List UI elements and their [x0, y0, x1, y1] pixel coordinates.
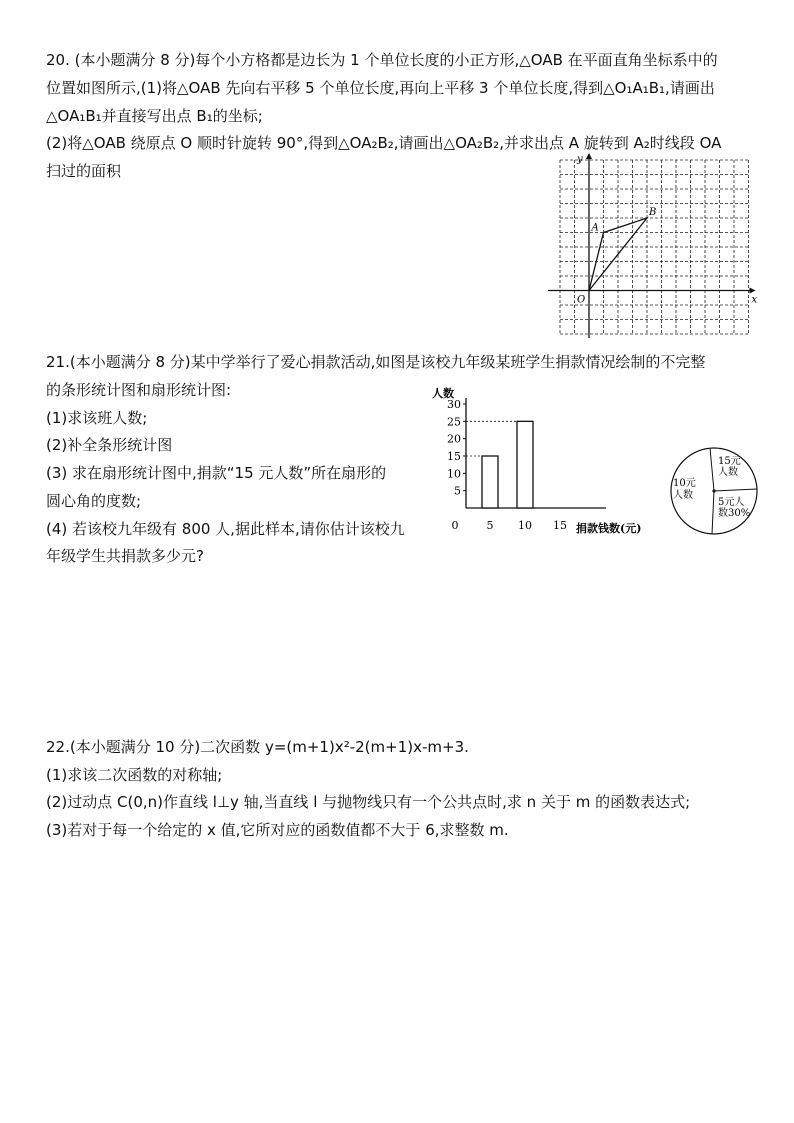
y-axis-label: y: [577, 154, 583, 165]
q20-line-1: 20. (本小题满分 8 分)每个小方格都是边长为 1 个单位长度的小正方形,△OAB 在平面直角坐标系中的: [46, 51, 718, 69]
q20-line-2: 位置如图所示,(1)将△OAB 先向右平移 5 个单位长度,再向上平移 3 个单位长度,得到△O₁A₁B₁,请画出: [46, 79, 715, 97]
q22-line-3: (2)过动点 C(0,n)作直线 l⊥y 轴,当直线 l 与抛物线只有一个公共点时,求 n 关于 m 的函数表达式;: [46, 793, 691, 811]
pie-label-5-line1: 5元人: [718, 497, 745, 508]
y-tick-label: 10: [447, 467, 461, 481]
y-tick-label: 15: [447, 450, 461, 463]
q21-item-2: (2)补全条形统计图: [46, 436, 173, 454]
q22-line-4: (3)若对于每一个给定的 x 值,它所对应的函数值都不大于 6,求整数 m.: [46, 821, 509, 839]
x-tick-label: 10: [518, 519, 532, 532]
x-axis-arrow: [750, 288, 756, 294]
pie-center-dot: [712, 489, 715, 492]
pie-label-10-line1: 10元: [673, 478, 696, 489]
pie-label-10-line2: 人数: [673, 490, 693, 501]
bar-chart-x-label: 捐款钱数(元): [576, 522, 642, 535]
pie-label-15-line1: 15元: [718, 456, 741, 467]
grid-axes: [548, 153, 756, 338]
bar-chart-x-ticks: [452, 519, 568, 532]
bar-chart-y-label: 人数: [432, 387, 454, 400]
bar-chart-y-ticks: [447, 398, 466, 498]
y-tick-label: 20: [447, 432, 461, 446]
q20-line-5: 扫过的面积: [46, 162, 122, 180]
grid-lines: [560, 160, 749, 334]
point-a-label: A: [591, 222, 599, 234]
q21-item-4a: (4) 若该校九年级有 800 人,据此样本,请你估计该校九: [46, 520, 405, 538]
point-b-label: B: [649, 207, 657, 218]
q21-item-3a: (3) 求在扇形统计图中,捐款“15 元人数”所在扇形的: [46, 464, 387, 482]
y-tick-label: 30: [447, 398, 461, 411]
q21-item-1: (1)求该班人数;: [46, 409, 148, 427]
bar-10: [517, 421, 533, 508]
q21-item-3b: 圆心角的度数;: [46, 492, 142, 510]
q20-line-4: (2)将△OAB 绕原点 O 顺时针旋转 90°,得到△OA₂B₂,请画出△OA₂B₂,并求出点 A 旋转到 A₂时线段 OA: [46, 134, 722, 152]
pie-divider-right: [714, 489, 757, 491]
q22-line-2: (1)求该二次函数的对称轴;: [46, 766, 223, 784]
origin-label: O: [577, 294, 586, 306]
pie-divider-bottom: [712, 491, 714, 534]
x-tick-label: 5: [486, 519, 494, 532]
q21-line-2: 的条形统计图和扇形统计图:: [46, 381, 232, 399]
x-tick-label: 15: [553, 519, 567, 532]
bar-chart-bars: [482, 421, 533, 508]
q20-line-3: △OA₁B₁并直接写出点 B₁的坐标;: [46, 107, 263, 125]
bar-5: [482, 456, 498, 508]
pie-label-5-line2: 数30%: [718, 508, 751, 519]
pie-chart: [664, 445, 764, 539]
x-tick-label: 0: [451, 519, 459, 532]
y-axis-arrow: [586, 153, 592, 159]
pie-divider-top: [710, 448, 714, 491]
q22-line-1: 22.(本小题满分 10 分)二次函数 y=(m+1)x²-2(m+1)x-m+3.: [46, 738, 469, 756]
x-axis-label: x: [751, 294, 758, 306]
y-tick-label: 5: [454, 484, 461, 498]
coordinate-grid-figure: [546, 152, 756, 337]
bar-chart-guide-lines: [466, 421, 517, 456]
q21-line-1: 21.(本小题满分 8 分)某中学举行了爱心捐款活动,如图是该校九年级某班学生捐款情况绘制的不完整: [46, 353, 706, 371]
y-tick-label: 25: [447, 415, 461, 429]
pie-label-15-line2: 人数: [718, 467, 738, 478]
bar-chart: [426, 384, 656, 544]
q21-item-4b: 年级学生共捐款多少元?: [46, 547, 204, 565]
